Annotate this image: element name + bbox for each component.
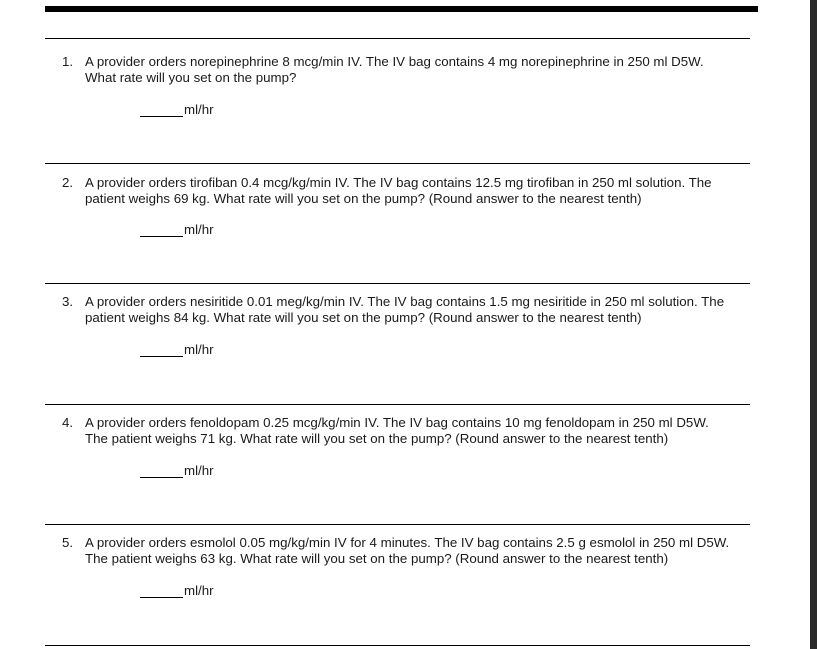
answer-unit: ml/hr bbox=[184, 342, 214, 357]
question-text-line: A provider orders norepinephrine 8 mcg/min IV. The IV bag contains 4 mg norepinephrine in 250 ml D5W. bbox=[85, 54, 704, 69]
answer-field-2[interactable] bbox=[140, 222, 214, 237]
divider bbox=[45, 404, 750, 405]
question-text-line: What rate will you set on the pump? bbox=[85, 69, 297, 85]
question-text-line: A provider orders fenoldopam 0.25 mcg/kg/min IV. The IV bag contains 10 mg fenoldopam in 250 ml D5W. bbox=[85, 415, 709, 430]
divider bbox=[45, 283, 750, 284]
answer-unit: ml/hr bbox=[184, 463, 214, 478]
question-text-line: patient weighs 69 kg. What rate will you set on the pump? (Round answer to the nearest tenth) bbox=[85, 190, 642, 206]
question-1 bbox=[62, 54, 752, 85]
question-text-line: A provider orders nesiritide 0.01 meg/kg/min IV. The IV bag contains 1.5 mg nesiritide in 250 ml solution. The bbox=[85, 294, 725, 309]
page-edge bbox=[810, 0, 817, 649]
answer-field-1[interactable] bbox=[140, 102, 214, 117]
answer-unit: ml/hr bbox=[184, 222, 214, 237]
answer-blank[interactable] bbox=[140, 344, 183, 357]
question-3 bbox=[62, 294, 752, 325]
header-bar bbox=[45, 6, 758, 12]
divider bbox=[45, 524, 750, 525]
question-5 bbox=[62, 535, 752, 566]
question-number: 2. bbox=[62, 175, 74, 190]
question-4 bbox=[62, 415, 752, 446]
question-number: 5. bbox=[62, 535, 74, 550]
answer-blank[interactable] bbox=[140, 585, 183, 598]
question-number: 3. bbox=[62, 294, 74, 309]
question-text-line: patient weighs 84 kg. What rate will you set on the pump? (Round answer to the nearest tenth) bbox=[85, 309, 642, 325]
answer-unit: ml/hr bbox=[184, 583, 214, 598]
question-text-line: A provider orders tirofiban 0.4 mcg/kg/min IV. The IV bag contains 12.5 mg tirofiban in 250 ml solution. The bbox=[85, 175, 712, 190]
answer-field-4[interactable] bbox=[140, 463, 214, 478]
question-text-line: The patient weighs 63 kg. What rate will you set on the pump? (Round answer to the nearest tenth) bbox=[85, 550, 669, 566]
answer-blank[interactable] bbox=[140, 104, 183, 117]
divider bbox=[45, 645, 750, 646]
divider bbox=[45, 38, 750, 39]
answer-unit: ml/hr bbox=[184, 102, 214, 117]
question-text-line: A provider orders esmolol 0.05 mg/kg/min IV for 4 minutes. The IV bag contains 2.5 g esmolol in 250 ml D5W. bbox=[85, 535, 730, 550]
question-text-line: The patient weighs 71 kg. What rate will you set on the pump? (Round answer to the nearest tenth) bbox=[85, 430, 669, 446]
question-2 bbox=[62, 175, 752, 206]
answer-blank[interactable] bbox=[140, 465, 183, 478]
question-number: 1. bbox=[62, 54, 74, 69]
question-number: 4. bbox=[62, 415, 74, 430]
answer-blank[interactable] bbox=[140, 224, 183, 237]
answer-field-5[interactable] bbox=[140, 583, 214, 598]
divider bbox=[45, 163, 750, 164]
answer-field-3[interactable] bbox=[140, 342, 214, 357]
